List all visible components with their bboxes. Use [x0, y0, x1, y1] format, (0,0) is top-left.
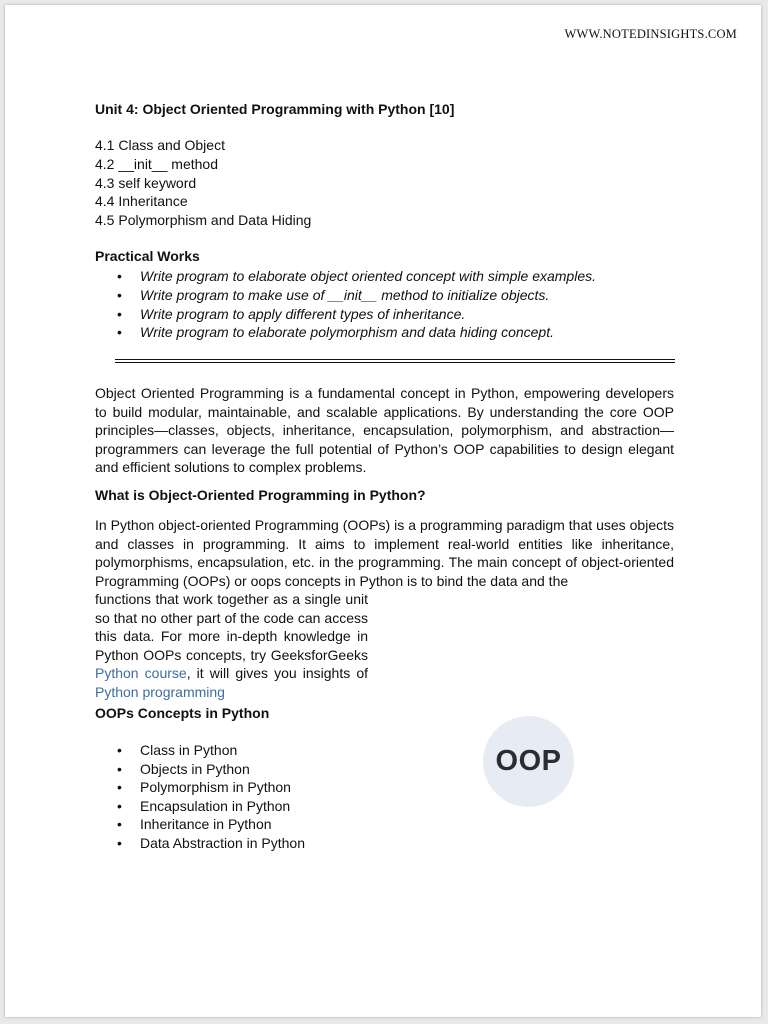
- syllabus-item: 4.5 Polymorphism and Data Hiding: [95, 212, 312, 229]
- definition-text: functions that work together as a single unit so that no other part of the code can access this data. For more in-depth knowledge in Python OOPs concepts, try GeeksforGeeks: [95, 591, 368, 663]
- concept-item: • Inheritance in Python: [95, 815, 305, 834]
- unit-title: Unit 4: Object Oriented Programming with Python [10]: [95, 101, 455, 117]
- site-watermark: WWW.NOTEDINSIGHTS.COM: [564, 27, 737, 41]
- oop-definition-paragraph: In Python object-oriented Programming (OOPs) is a programming paradigm that uses objects and classes in programming. It aims to implement real-world entities like inheritance, polymorphisms, encapsulation, etc. in the programming. The main concept of object-oriented Programming (OOPs) or oops concepts in Python is to bind the data and the: [95, 517, 674, 589]
- oops-concepts-list: [95, 741, 305, 853]
- intro-paragraph: Object Oriented Programming is a fundamental concept in Python, empowering developers to build modular, maintainable, and scalable applications. By understanding the core OOP principles—classes, objects, inheritance, encapsulation, polymorphism, and abstraction—programmers can leverage the full potential of Python’s OOP capabilities to design elegant and efficient solutions to complex problems.: [95, 385, 674, 476]
- oop-badge-label: OOP: [495, 745, 562, 777]
- concept-item: • Data Abstraction in Python: [95, 834, 305, 853]
- syllabus-item: 4.4 Inheritance: [95, 193, 188, 210]
- oop-definition-continued: [95, 590, 368, 702]
- double-divider: [115, 359, 675, 363]
- practical-item: • Write program to elaborate object oriented concept with simple examples.: [95, 267, 596, 286]
- oop-badge-image: [483, 716, 574, 807]
- syllabus-item: 4.1 Class and Object: [95, 137, 225, 153]
- practical-item: • Write program to apply different types of inheritance.: [95, 305, 596, 324]
- concept-item: • Objects in Python: [95, 760, 305, 779]
- practical-item: • Write program to elaborate polymorphism and data hiding concept.: [95, 323, 596, 342]
- concept-item: • Encapsulation in Python: [95, 797, 305, 816]
- python-course-link[interactable]: Python course: [95, 665, 187, 682]
- syllabus-list: [95, 136, 311, 230]
- practical-item: • Write program to make use of __init__ method to initialize objects.: [95, 286, 596, 305]
- practical-works-heading: Practical Works: [95, 248, 200, 264]
- concept-item: • Class in Python: [95, 741, 305, 760]
- definition-text-mid: , it will gives you insights of: [186, 665, 368, 682]
- oops-concepts-heading: OOPs Concepts in Python: [95, 705, 270, 721]
- practical-works-list: [95, 267, 596, 342]
- syllabus-item: 4.2 __init__ method: [95, 155, 218, 172]
- syllabus-item: 4.3 self keyword: [95, 174, 197, 191]
- concept-item: • Polymorphism in Python: [95, 778, 305, 797]
- python-programming-link[interactable]: Python programming: [95, 683, 225, 700]
- document-page: [5, 5, 761, 1017]
- what-is-oop-heading: What is Object-Oriented Programming in Python?: [95, 487, 426, 503]
